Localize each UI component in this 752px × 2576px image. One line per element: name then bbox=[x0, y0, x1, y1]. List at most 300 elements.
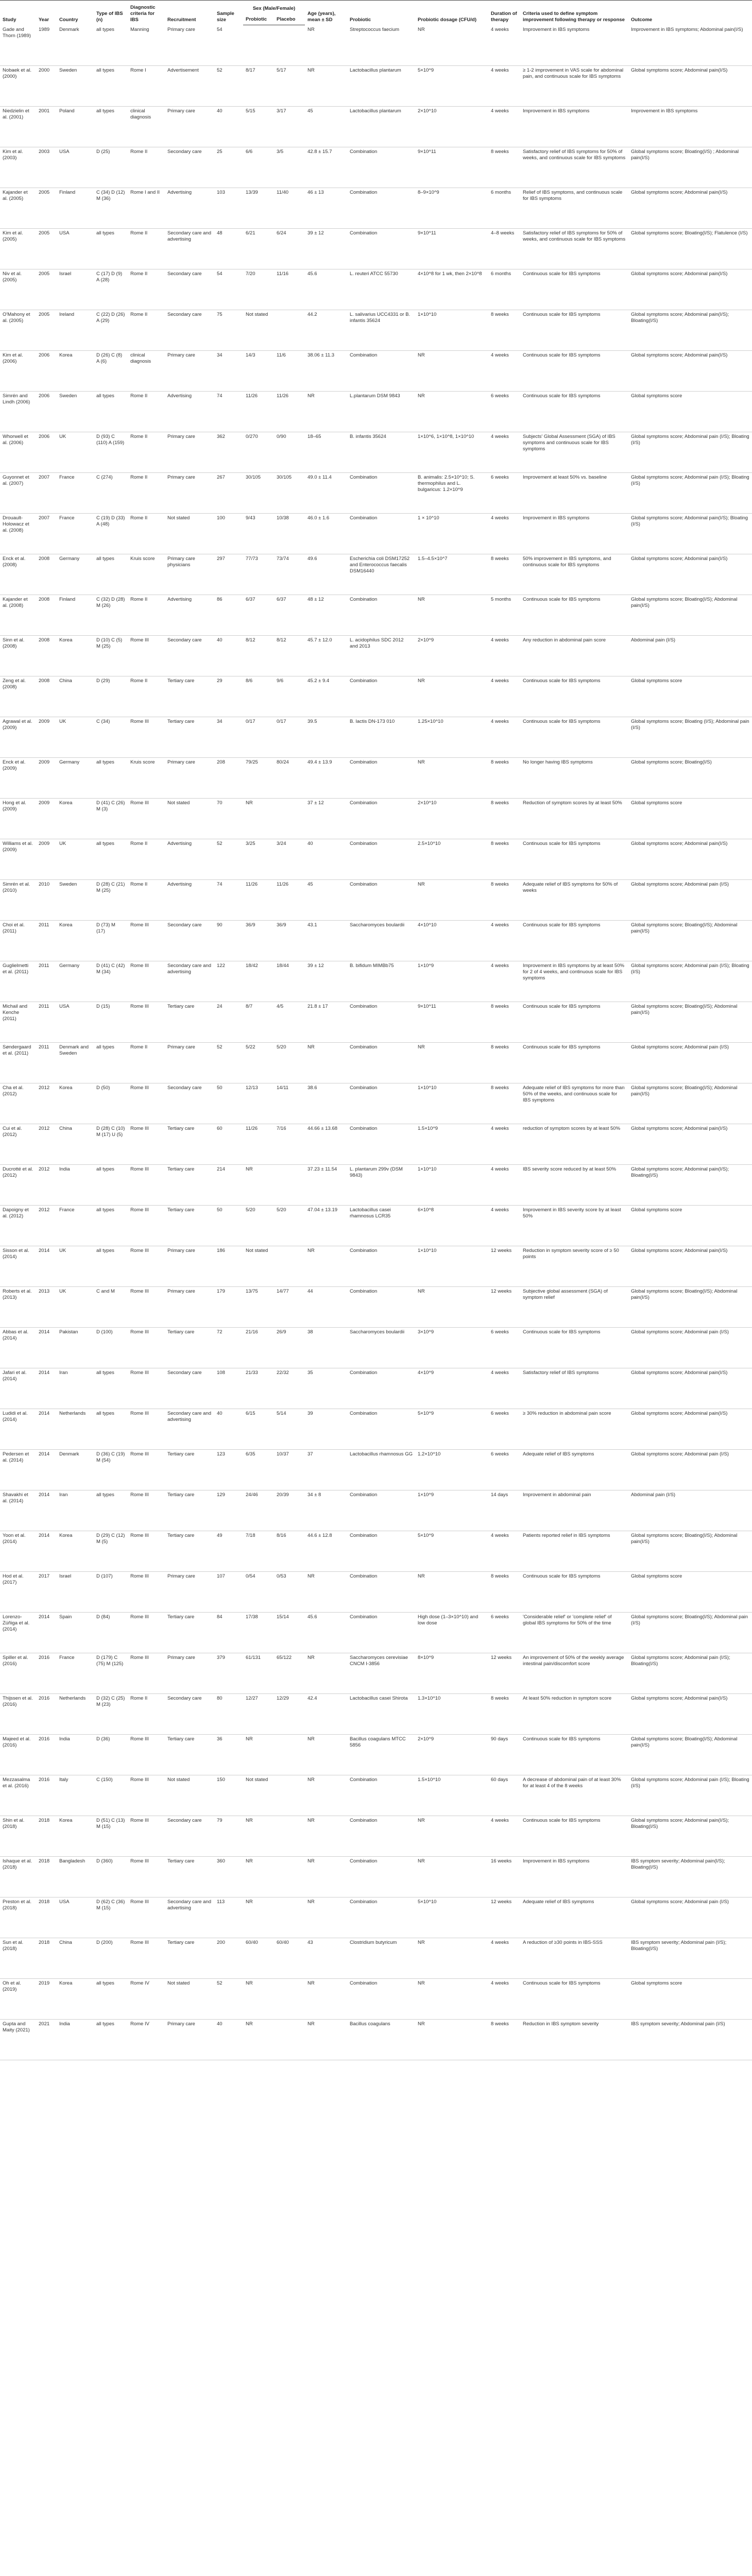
cell-age: NR bbox=[307, 26, 315, 32]
cell-probiotic: L. salivarius UCC4331 or B. infantis 35624 bbox=[350, 312, 411, 324]
cell-type: D (84) bbox=[96, 1614, 110, 1620]
cell-criteria: Reduction in symptom severity score of ≥ 50 points bbox=[523, 1248, 619, 1260]
cell-probiotic: Combination bbox=[350, 352, 378, 359]
cell-age: 45.6 bbox=[307, 1614, 317, 1620]
cell-sex-probiotic: 6/35 bbox=[246, 1451, 255, 1458]
cell-criteria: Continuous scale for IBS symptoms bbox=[523, 1818, 601, 1824]
cell-study: Nobaek et al. (2000) bbox=[3, 67, 31, 79]
cell-sex-probiotic: 12/13 bbox=[246, 1085, 258, 1091]
cell-duration: 4 weeks bbox=[491, 1940, 509, 1946]
cell-probiotic: Combination bbox=[350, 1818, 378, 1824]
cell-study: Cha et al. (2012) bbox=[3, 1085, 24, 1097]
cell-probiotic: Combination bbox=[350, 882, 378, 888]
cell-sample-size: 50 bbox=[217, 1207, 223, 1213]
cell-study: Pedersen et al. (2014) bbox=[3, 1451, 29, 1463]
table-row bbox=[0, 1368, 752, 1409]
cell-type: D (179) C (75) M (125) bbox=[96, 1655, 124, 1667]
cell-criteria: Adequate relief of IBS symptoms for more than 50% of the weeks, and continuous scale for IBS symptoms bbox=[523, 1085, 625, 1103]
cell-recruitment: Primary care bbox=[167, 26, 195, 32]
cell-type: C (34) bbox=[96, 719, 110, 725]
cell-sex-placebo bbox=[274, 1246, 305, 1287]
cell-study: Sinn et al. (2008) bbox=[3, 637, 25, 649]
cell-diagnostic-criteria: Rome II bbox=[130, 882, 148, 888]
cell-type: all types bbox=[96, 1166, 114, 1173]
cell-sex-placebo bbox=[274, 799, 305, 839]
cell-sample-size: 52 bbox=[217, 841, 223, 847]
cell-sex-placebo bbox=[274, 1897, 305, 1938]
cell-type: all types bbox=[96, 67, 114, 74]
col-diagnostic-criteria: Diagnostic criteria for IBS bbox=[128, 1, 165, 25]
table-row bbox=[0, 1409, 752, 1450]
cell-outcome: Global symptoms score; Abdominal pain(I/S) bbox=[631, 1411, 728, 1417]
table-row bbox=[0, 25, 752, 66]
cell-dosage: High dose (1–3×10^10) and low dose bbox=[418, 1614, 478, 1626]
cell-outcome: Global symptoms score; Bloating(I/S); Abdominal pain(I/S) bbox=[631, 1004, 738, 1015]
cell-duration: 12 weeks bbox=[491, 1655, 512, 1661]
cell-recruitment: Primary care bbox=[167, 759, 195, 766]
cell-duration: 4 weeks bbox=[491, 963, 509, 969]
cell-sample-size: 200 bbox=[217, 1940, 225, 1946]
cell-sex-placebo: 5/17 bbox=[277, 67, 286, 74]
cell-study: Ishaque et al. (2018) bbox=[3, 1858, 32, 1870]
cell-outcome: Global symptoms score; Bloating (I/S); Abdominal pain (I/S) bbox=[631, 719, 749, 731]
cell-dosage: 1×10^6, 1×10^8, 1×10^10 bbox=[418, 434, 474, 440]
cell-duration: 6 months bbox=[491, 190, 511, 196]
cell-probiotic: Escherichia coli DSM17252 and Enterococcus faecalis DSM16440 bbox=[350, 556, 410, 574]
cell-recruitment: Secondary care and advertising bbox=[167, 963, 212, 975]
cell-probiotic: Combination bbox=[350, 1777, 378, 1783]
cell-criteria: A decrease of abdominal pain of at least 30% for at least 4 of the 8 weeks bbox=[523, 1777, 621, 1789]
cell-dosage: 3×10^9 bbox=[418, 1329, 434, 1335]
cell-diagnostic-criteria: Kruis score bbox=[130, 759, 155, 766]
table-row bbox=[0, 1206, 752, 1246]
cell-sex-probiotic bbox=[243, 25, 274, 66]
cell-type: D (28) C (10) M (17) U (5) bbox=[96, 1126, 125, 1138]
cell-diagnostic-criteria: Rome I and II bbox=[130, 190, 160, 196]
cell-sex-probiotic: NR bbox=[246, 1818, 253, 1824]
cell-sample-size: 52 bbox=[217, 1044, 223, 1050]
cell-dosage: 1×10^9 bbox=[418, 963, 434, 969]
cell-country: China bbox=[59, 1126, 72, 1132]
cell-probiotic: L. acidophilus SDC 2012 and 2013 bbox=[350, 637, 404, 649]
cell-dosage: NR bbox=[418, 352, 425, 359]
cell-probiotic: Combination bbox=[350, 1492, 378, 1498]
cell-probiotic: Bacillus coagulans bbox=[350, 2021, 390, 2027]
cell-duration: 6 weeks bbox=[491, 1614, 509, 1620]
cell-duration: 4 weeks bbox=[491, 108, 509, 114]
cell-criteria: An improvement of 50% of the weekly average intestinal pain/discomfort score bbox=[523, 1655, 624, 1667]
cell-age: 45.2 ± 9.4 bbox=[307, 678, 330, 684]
cell-age: 42.8 ± 15.7 bbox=[307, 149, 332, 155]
cell-outcome: Abdominal pain (I/S) bbox=[631, 637, 676, 643]
cell-study: Enck et al. (2009) bbox=[3, 759, 26, 771]
cell-probiotic: Lactobacillus rhamnosus GG bbox=[350, 1451, 413, 1458]
cell-probiotic: Combination bbox=[350, 230, 378, 236]
cell-country: UK bbox=[59, 1248, 66, 1254]
cell-outcome: IBS symptom severity; Abdominal pain (I/S) bbox=[631, 2021, 725, 2027]
table-row bbox=[0, 392, 752, 432]
cell-year: 2014 bbox=[39, 1329, 50, 1335]
cell-sample-size: 107 bbox=[217, 1573, 225, 1580]
cell-sex-placebo: 73/74 bbox=[277, 556, 289, 562]
cell-year: 2016 bbox=[39, 1777, 50, 1783]
cell-sample-size: 36 bbox=[217, 1736, 223, 1742]
col-study: Study bbox=[0, 1, 36, 25]
cell-diagnostic-criteria: Rome III bbox=[130, 1940, 149, 1946]
cell-outcome: Global symptoms score; Bloating(I/S); Abdominal pain(I/S) bbox=[631, 597, 738, 608]
table-row bbox=[0, 1857, 752, 1897]
cell-criteria: Improvement in IBS severity score by at least 50% bbox=[523, 1207, 621, 1219]
cell-sex-placebo: 15/14 bbox=[277, 1614, 289, 1620]
cell-outcome: Global symptoms score; Abdominal pain (I/S); Bloating (I/S) bbox=[631, 1777, 749, 1789]
cell-dosage: 5×10^9 bbox=[418, 1411, 434, 1417]
cell-type: C (19) D (33) A (48) bbox=[96, 515, 125, 527]
cell-age: 42.4 bbox=[307, 1696, 317, 1702]
cell-dosage: 1.3×10^10 bbox=[418, 1696, 441, 1702]
cell-probiotic: Lactobacillus casei Shirota bbox=[350, 1696, 408, 1702]
cell-sex-placebo: 6/24 bbox=[277, 230, 286, 236]
cell-criteria: Continuous scale for IBS symptoms bbox=[523, 597, 601, 603]
cell-outcome: Improvement in IBS symptoms bbox=[631, 108, 698, 114]
cell-study: Drouault-Holowacz et al. (2008) bbox=[3, 515, 29, 533]
cell-country: China bbox=[59, 1940, 72, 1946]
cell-dosage: 2×10^10 bbox=[418, 800, 437, 806]
cell-outcome: Global symptoms score; Abdominal pain (I/S) bbox=[631, 882, 729, 888]
cell-criteria: Continuous scale for IBS symptoms bbox=[523, 1329, 601, 1335]
cell-probiotic: Streptococcus faecium bbox=[350, 26, 400, 32]
cell-dosage: NR bbox=[418, 882, 425, 888]
cell-sex-placebo: 3/24 bbox=[277, 841, 286, 847]
cell-study: Michail and Kenche (2011) bbox=[3, 1004, 28, 1022]
cell-recruitment: Secondary care and advertising bbox=[167, 230, 212, 242]
cell-sample-size: 50 bbox=[217, 1085, 223, 1091]
cell-type: all types bbox=[96, 759, 114, 766]
cell-type: all types bbox=[96, 1492, 114, 1498]
cell-sex-probiotic: 60/40 bbox=[246, 1940, 258, 1946]
cell-age: 37.23 ± 11.54 bbox=[307, 1166, 337, 1173]
cell-year: 2012 bbox=[39, 1207, 50, 1213]
table-row bbox=[0, 514, 752, 554]
cell-recruitment: Tertiary care bbox=[167, 1329, 195, 1335]
cell-recruitment: Tertiary care bbox=[167, 1614, 195, 1620]
cell-year: 2018 bbox=[39, 1858, 50, 1865]
cell-outcome: Global symptoms score; Abdominal pain(I/S) bbox=[631, 556, 728, 562]
cell-country: Korea bbox=[59, 1085, 73, 1091]
cell-diagnostic-criteria: Manning bbox=[130, 26, 149, 32]
cell-sample-size: 34 bbox=[217, 352, 223, 359]
cell-dosage: 8×10^9 bbox=[418, 1655, 434, 1661]
cell-study: Kajander et al. (2005) bbox=[3, 190, 28, 201]
cell-diagnostic-criteria: clinical diagnosis bbox=[130, 352, 151, 364]
cell-sex-placebo bbox=[274, 1775, 305, 1816]
col-probiotic: Probiotic bbox=[347, 1, 415, 25]
cell-sex-probiotic: 5/15 bbox=[246, 108, 255, 114]
cell-year: 2009 bbox=[39, 841, 50, 847]
cell-recruitment: Primary care bbox=[167, 474, 195, 481]
cell-probiotic: Combination bbox=[350, 474, 378, 481]
cell-criteria: Subjective global assessment (SGA) of symptom relief bbox=[523, 1289, 608, 1300]
cell-criteria: Adequate relief of IBS symptoms bbox=[523, 1899, 594, 1905]
cell-recruitment: Secondary care bbox=[167, 1696, 202, 1702]
cell-sex-probiotic: 8/6 bbox=[246, 678, 253, 684]
cell-criteria: Continuous scale for IBS symptoms bbox=[523, 1736, 601, 1742]
cell-sex-probiotic: 7/20 bbox=[246, 271, 255, 277]
cell-sample-size: 86 bbox=[217, 597, 223, 603]
cell-country: USA bbox=[59, 230, 70, 236]
cell-sex-placebo: 4/5 bbox=[277, 1004, 284, 1010]
table-row bbox=[0, 961, 752, 1002]
cell-dosage: B. animalis: 2.5×10^10; S. thermophilus and L. bulgaricus: 1.2×10^9 bbox=[418, 474, 475, 493]
cell-type: all types bbox=[96, 1044, 114, 1050]
cell-type: D (200) bbox=[96, 1940, 113, 1946]
cell-year: 2005 bbox=[39, 312, 50, 318]
cell-dosage: NR bbox=[418, 26, 425, 32]
cell-sample-size: 186 bbox=[217, 1248, 225, 1254]
table-row bbox=[0, 1083, 752, 1124]
cell-sample-size: 179 bbox=[217, 1289, 225, 1295]
table-row bbox=[0, 921, 752, 961]
cell-year: 2009 bbox=[39, 719, 50, 725]
cell-type: D (26) C (8) A (6) bbox=[96, 352, 123, 364]
cell-country: Sweden bbox=[59, 393, 77, 399]
cell-sex-probiotic: Not stated bbox=[246, 312, 268, 318]
cell-sex-placebo: 10/38 bbox=[277, 515, 289, 521]
table-row bbox=[0, 839, 752, 880]
cell-year: 2017 bbox=[39, 1573, 50, 1580]
cell-recruitment: Not stated bbox=[167, 515, 190, 521]
table-row bbox=[0, 1328, 752, 1368]
cell-year: 2018 bbox=[39, 1818, 50, 1824]
cell-diagnostic-criteria: Rome II bbox=[130, 393, 148, 399]
cell-type: all types bbox=[96, 2021, 114, 2027]
cell-recruitment: Tertiary care bbox=[167, 719, 195, 725]
cell-sex-placebo: 18/44 bbox=[277, 963, 289, 969]
cell-sample-size: 34 bbox=[217, 719, 223, 725]
cell-year: 2014 bbox=[39, 1370, 50, 1376]
cell-age: 39 ± 12 bbox=[307, 230, 324, 236]
cell-year: 2016 bbox=[39, 1696, 50, 1702]
cell-country: Iran bbox=[59, 1370, 68, 1376]
cell-duration: 8 weeks bbox=[491, 1573, 509, 1580]
table-row bbox=[0, 107, 752, 147]
cell-age: 21.8 ± 17 bbox=[307, 1004, 328, 1010]
cell-dosage: 1×10^9 bbox=[418, 1492, 434, 1498]
cell-age: 40 bbox=[307, 841, 313, 847]
cell-sample-size: 122 bbox=[217, 963, 225, 969]
cell-recruitment: Advertising bbox=[167, 393, 192, 399]
cell-sex-probiotic: 9/43 bbox=[246, 515, 255, 521]
cell-sex-probiotic: Not stated bbox=[246, 1248, 268, 1254]
cell-sex-placebo bbox=[274, 1816, 305, 1857]
cell-age: 44.66 ± 13.68 bbox=[307, 1126, 338, 1132]
cell-criteria: Improvement in IBS symptoms bbox=[523, 515, 590, 521]
cell-diagnostic-criteria: Rome III bbox=[130, 1736, 149, 1742]
cell-outcome: IBS symptom severity; Abdominal pain(I/S); Bloating(I/S) bbox=[631, 1858, 725, 1870]
table-row bbox=[0, 473, 752, 514]
cell-outcome: Global symptoms score; Abdominal pain (I/S); Bloating(I/S) bbox=[631, 1655, 730, 1667]
col-type-ibs: Type of IBS (n) bbox=[94, 1, 128, 25]
col-duration: Duration of therapy bbox=[488, 1, 520, 25]
cell-probiotic: Combination bbox=[350, 1248, 378, 1254]
cell-country: China bbox=[59, 678, 72, 684]
cell-recruitment: Primary care bbox=[167, 434, 195, 440]
cell-sex-probiotic: NR bbox=[246, 1980, 253, 1987]
cell-criteria: Subjects' Global Assessment (SGA) of IBS symptoms and continuous scale for IBS symptoms bbox=[523, 434, 616, 452]
cell-country: USA bbox=[59, 1899, 70, 1905]
cell-criteria: A reduction of ≥30 points in IBS-SSS bbox=[523, 1940, 603, 1946]
cell-sample-size: 297 bbox=[217, 556, 225, 562]
cell-outcome: Global symptoms score; Bloating(I/S); Abdominal pain(I/S) bbox=[631, 1533, 738, 1545]
cell-sex-probiotic: 11/26 bbox=[246, 1126, 258, 1132]
table-row bbox=[0, 676, 752, 717]
cell-probiotic: Combination bbox=[350, 1126, 378, 1132]
cell-duration: 4 weeks bbox=[491, 1166, 509, 1173]
cell-year: 2018 bbox=[39, 1899, 50, 1905]
cell-diagnostic-criteria: Rome IV bbox=[130, 1980, 149, 1987]
cell-year: 2013 bbox=[39, 1289, 50, 1295]
cell-outcome: Global symptoms score bbox=[631, 678, 682, 684]
cell-sample-size: 90 bbox=[217, 922, 223, 928]
cell-year: 2014 bbox=[39, 1533, 50, 1539]
cell-sex-placebo bbox=[274, 1857, 305, 1897]
cell-dosage: 4×10^9 bbox=[418, 1370, 434, 1376]
cell-recruitment: Tertiary care bbox=[167, 1736, 195, 1742]
table-row bbox=[0, 2020, 752, 2060]
cell-recruitment: Primary care bbox=[167, 1044, 195, 1050]
cell-country: Sweden bbox=[59, 67, 77, 74]
cell-duration: 4 weeks bbox=[491, 678, 509, 684]
cell-duration: 4 weeks bbox=[491, 922, 509, 928]
cell-type: D (100) bbox=[96, 1329, 113, 1335]
table-header-row bbox=[0, 1, 752, 14]
cell-diagnostic-criteria: Rome II bbox=[130, 597, 148, 603]
cell-dosage: 1.2×10^10 bbox=[418, 1451, 441, 1458]
cell-recruitment: Tertiary care bbox=[167, 1451, 195, 1458]
cell-age: 46 ± 13 bbox=[307, 190, 324, 196]
cell-dosage: 1.5–4.5×10^7 bbox=[418, 556, 448, 562]
cell-diagnostic-criteria: Rome II bbox=[130, 230, 148, 236]
cell-probiotic: L.plantarum DSM 9843 bbox=[350, 393, 400, 399]
cell-criteria: Continuous scale for IBS symptoms bbox=[523, 1573, 601, 1580]
cell-diagnostic-criteria: Rome III bbox=[130, 637, 149, 643]
cell-year: 2007 bbox=[39, 515, 50, 521]
cell-age: 35 bbox=[307, 1370, 313, 1376]
table-row bbox=[0, 554, 752, 595]
col-sex: Sex (Male/Female) bbox=[243, 1, 305, 14]
cell-study: Gupta and Maity (2021) bbox=[3, 2021, 30, 2033]
cell-outcome: Global symptoms score; Bloating(I/S) ; Abdominal pain(I/S) bbox=[631, 149, 739, 161]
cell-outcome: Global symptoms score; Abdominal pain(I/S) bbox=[631, 271, 728, 277]
cell-duration: 6 weeks bbox=[491, 1329, 509, 1335]
cell-duration: 90 days bbox=[491, 1736, 508, 1742]
cell-recruitment: Tertiary care bbox=[167, 1004, 195, 1010]
table-row bbox=[0, 717, 752, 758]
cell-type: D (73) M (17) bbox=[96, 922, 115, 934]
col-age: Age (years), mean ± SD bbox=[305, 1, 347, 25]
cell-age: NR bbox=[307, 1655, 315, 1661]
cell-criteria: reduction of symptom scores by at least 50% bbox=[523, 1126, 621, 1132]
cell-sample-size: 74 bbox=[217, 393, 223, 399]
table-row bbox=[0, 432, 752, 473]
table-row bbox=[0, 1897, 752, 1938]
cell-country: Italy bbox=[59, 1777, 69, 1783]
cell-outcome: Global symptoms score bbox=[631, 1573, 682, 1580]
cell-sex-placebo bbox=[274, 25, 305, 66]
cell-study: Kim et al. (2005) bbox=[3, 230, 23, 242]
cell-year: 2006 bbox=[39, 393, 50, 399]
cell-year: 2016 bbox=[39, 1736, 50, 1742]
cell-diagnostic-criteria: Kruis score bbox=[130, 556, 155, 562]
cell-study: Ducrotté et al. (2012) bbox=[3, 1166, 33, 1178]
cell-sex-probiotic: NR bbox=[246, 800, 253, 806]
cell-diagnostic-criteria: Rome III bbox=[130, 1289, 149, 1295]
cell-study: Jafari et al. (2014) bbox=[3, 1370, 27, 1382]
cell-probiotic: Lactobacillus plantarum bbox=[350, 67, 401, 74]
cell-duration: 4 weeks bbox=[491, 26, 509, 32]
cell-study: Kajander et al. (2008) bbox=[3, 597, 28, 608]
cell-study: Lorenzo-Zúñiga et al. (2014) bbox=[3, 1614, 30, 1632]
cell-year: 2011 bbox=[39, 1004, 49, 1010]
cell-study: Majeed et al. (2016) bbox=[3, 1736, 31, 1748]
cell-sample-size: 52 bbox=[217, 67, 223, 74]
table-row bbox=[0, 147, 752, 188]
cell-diagnostic-criteria: Rome II bbox=[130, 474, 148, 481]
cell-duration: 4 weeks bbox=[491, 67, 509, 74]
cell-duration: 6 weeks bbox=[491, 1451, 509, 1458]
cell-study: Enck et al. (2008) bbox=[3, 556, 26, 568]
table-row bbox=[0, 1938, 752, 1979]
cell-sex-placebo: 65/122 bbox=[277, 1655, 292, 1661]
cell-duration: 4–8 weeks bbox=[491, 230, 515, 236]
cell-outcome: Global symptoms score; Abdominal pain(I/S); Bloating(I/S) bbox=[631, 1818, 729, 1829]
cell-duration: 4 weeks bbox=[491, 352, 509, 359]
cell-dosage: 9×10^11 bbox=[418, 1004, 436, 1010]
cell-year: 2008 bbox=[39, 597, 50, 603]
cell-sex-placebo: 11/16 bbox=[277, 271, 289, 277]
cell-diagnostic-criteria: Rome III bbox=[130, 922, 149, 928]
cell-criteria: Patients reported relief in IBS symptoms bbox=[523, 1533, 610, 1539]
cell-sex-placebo: 5/20 bbox=[277, 1044, 286, 1050]
cell-age: NR bbox=[307, 1573, 315, 1580]
cell-dosage: NR bbox=[418, 678, 425, 684]
cell-age: NR bbox=[307, 1818, 315, 1824]
cell-sex-probiotic: 11/26 bbox=[246, 882, 258, 888]
cell-type: D (32) C (25) M (23) bbox=[96, 1696, 125, 1707]
cell-age: NR bbox=[307, 2021, 315, 2027]
cell-sex-placebo: 3/5 bbox=[277, 149, 284, 155]
cell-diagnostic-criteria: Rome III bbox=[130, 1411, 149, 1417]
cell-duration: 8 weeks bbox=[491, 312, 509, 318]
cell-probiotic: Combination bbox=[350, 678, 378, 684]
cell-sex-placebo: 14/77 bbox=[277, 1289, 289, 1295]
cell-country: Pakistan bbox=[59, 1329, 78, 1335]
cell-recruitment: Primary care bbox=[167, 108, 195, 114]
cell-age: NR bbox=[307, 393, 315, 399]
cell-criteria: Continuous scale for IBS symptoms bbox=[523, 1980, 601, 1987]
cell-diagnostic-criteria: Rome III bbox=[130, 1492, 149, 1498]
cell-outcome: Global symptoms score; Bloating(I/S); Abdominal pain(I/S) bbox=[631, 1289, 738, 1300]
cell-age: 49.4 ± 13.9 bbox=[307, 759, 332, 766]
cell-duration: 8 weeks bbox=[491, 1044, 509, 1050]
cell-probiotic: Combination bbox=[350, 190, 378, 196]
cell-age: NR bbox=[307, 1248, 315, 1254]
cell-dosage: NR bbox=[418, 1573, 425, 1580]
cell-criteria: Satisfactory relief of IBS symptoms bbox=[523, 1370, 599, 1376]
cell-sex-probiotic: NR bbox=[246, 1166, 253, 1173]
cell-sample-size: 40 bbox=[217, 108, 223, 114]
cell-sex-probiotic: 17/38 bbox=[246, 1614, 258, 1620]
table-row bbox=[0, 1450, 752, 1490]
